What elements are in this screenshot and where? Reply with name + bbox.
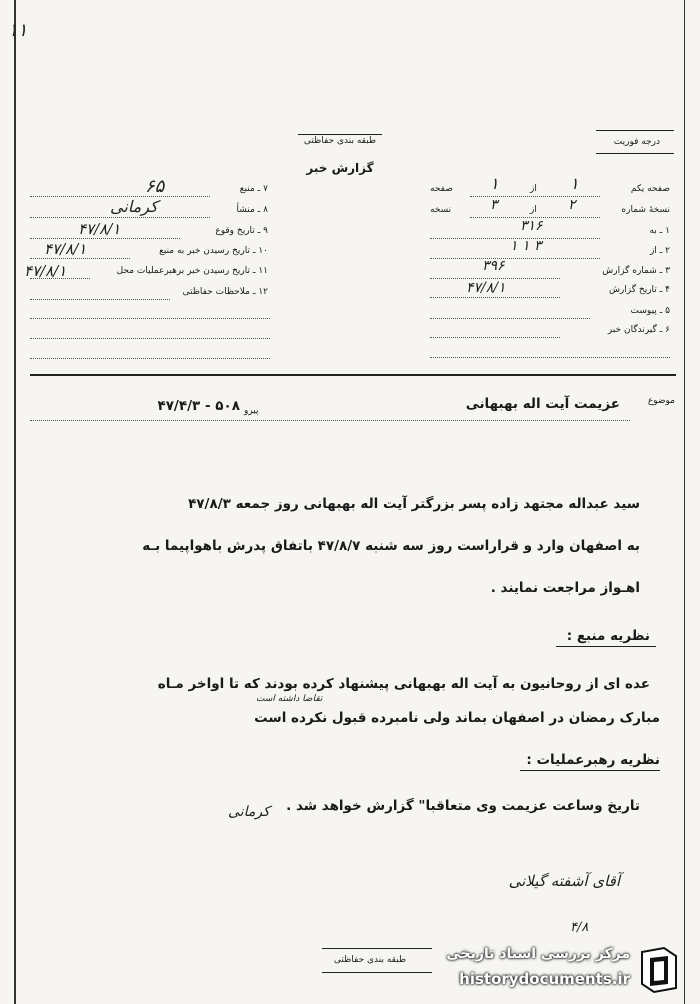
urgency-box-top [596,130,674,131]
watermark [430,938,684,1000]
page-row-value: ۱ [570,174,579,193]
header-box-top [298,134,382,135]
classification-bottom: طبقه بندی حفاظتی [333,955,407,965]
field-value: ۶۵ [145,176,165,197]
field-label: ۱۱ ـ تاریخ رسیدن خبر برهبرعملیات محل [116,266,268,276]
bottom-box-top [322,948,432,949]
watermark-title: مرکز بررسی اسناد تاریخی [446,946,630,962]
reference-value: ۴۷/۴/۳ - ۵۰۸ [157,398,240,414]
watermark-url: historydocuments.ir [459,970,630,988]
subject-value: عزیمت آیت اله بهبهانی [465,396,620,412]
opinion-line-1: عده ای از روحانیون به آیت اله بهبهانی پیشنهاد کرده بودند که تا اواخر مـاه [157,676,650,692]
field-line [430,337,560,338]
operator-line: تاریخ وساعت عزیمت وی متعاقبا" گزارش خواهد شد . [286,798,640,814]
field-line [430,318,590,319]
page-row-word: صفحه [430,184,453,194]
right-item-value: ۴۷/۸/۱ [466,280,506,296]
header-separator [30,374,676,376]
field-value: ۴۷/۸/۱ [44,240,87,258]
report-title: گزارش خبر [306,161,374,175]
copy-row-of: از [530,205,537,215]
field-label: ۹ ـ تاریخ وقوع [215,226,268,236]
archive-logo-icon [636,944,682,994]
field-value: ۴۷/۸/۱ [78,220,121,238]
copy-row-total: ۳ [490,197,498,213]
subject-label: موضوع [647,396,675,406]
page-row-of: از [530,184,537,194]
field-label: ۸ ـ منشأ [236,205,268,215]
right-item-label: ۴ ـ تاریخ گزارش [608,285,670,295]
field-line [430,357,670,358]
source-opinion-label: نظریه منبع : [566,628,650,644]
field-label: ۱۲ ـ ملاحظات حفاظتی [182,287,268,297]
field-line [30,238,180,239]
operator-opinion-underline [520,770,660,771]
page-number: ۱۱ [8,20,28,41]
body-line-3: اهـواز مراجعت نمایند . [490,580,640,596]
copy-row-label: نسخهٔ شماره [621,205,670,215]
subject-line [30,420,630,421]
field-line [30,258,130,259]
right-item-label: ۱ ـ به [649,226,670,236]
urgency-box-bottom [596,153,674,154]
body-line-2: به اصفهان وارد و قراراست روز سه شنبه ۴۷/۸/۷ باتفاق پدرش باهواپیما بـه [142,538,640,554]
field-value: کرمانی [110,197,158,216]
field-label: ۱۰ ـ تاریخ رسیدن خبر به منبع [159,246,268,256]
footer-date: ۴/۸ [570,920,589,935]
field-line [430,278,560,279]
right-item-value: ۱ ۱ ۳ [510,238,542,254]
copy-row-word: نسخه [430,205,452,215]
operator-opinion-label: نظریه رهبرعملیات : [526,752,660,768]
field-line [430,258,600,259]
body-line-1: سید عبداله مجتهد زاده پسر بزرگتر آیت اله بهبهانی روز جمعه ۴۷/۸/۳ [188,496,640,512]
field-line [430,297,560,298]
field-line [30,299,170,300]
reference-label: پیرو [244,406,259,416]
source-opinion-underline [556,646,656,647]
right-scan-edge [684,0,685,1004]
right-item-value: ۳۹۶ [482,258,505,274]
field-line [30,318,270,319]
right-item-value: ۳۱۶ [520,218,543,234]
field-line [30,217,210,218]
right-item-label: ۳ ـ شماره گزارش [602,266,670,276]
opinion-insert: تقاضا داشته است [256,694,323,704]
urgency-label: درجه فوریت [613,137,660,147]
classification-top: طبقه بندی حفاظتی [303,136,377,146]
page-row-label: صفحه یکم [630,184,670,194]
copy-row-value: ۲ [568,197,576,213]
right-item-label: ۲ ـ از [649,246,670,256]
field-line [30,338,270,339]
field-label: ۷ ـ منبع [239,184,268,194]
bottom-box-bottom [322,972,432,973]
right-item-label: ۶ ـ گیرندگان خبر [607,325,670,335]
field-line [30,358,270,359]
opinion-line-2: مبارک رمضان در اصفهان بماند ولی نامبرده قبول نکرده است [254,710,660,726]
footer-handwriting: آقای آشفته گیلانی [508,872,620,890]
left-scan-edge [14,0,16,1004]
field-value: ۴۷/۸/۱ [24,262,67,280]
page-row-total: ۱ [490,174,499,193]
operator-signature: کرمانی [228,804,270,820]
right-item-label: ۵ ـ پیوست [630,306,670,316]
